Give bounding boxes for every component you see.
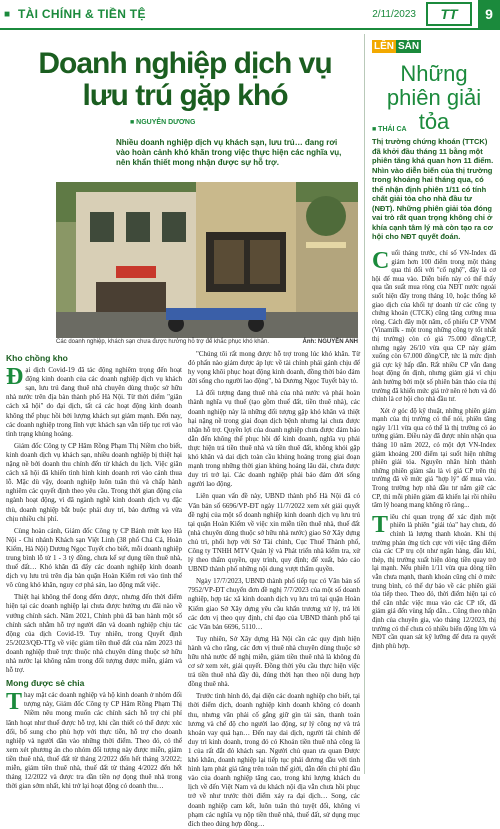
section-bullet-icon: ■ <box>4 8 11 20</box>
page-header <box>0 0 500 30</box>
paragraph: Giám đốc Công ty CP Hâm Rồng Phạm Thị Niềm cho biết, kinh doanh dịch vụ khách sạn, nhiều doanh nghiệp bị thiệt hại nặng nề bởi doanh thu chính đến từ khách du lịch. Việc giãn cách xã hội đã khiến tình hình kinh doanh rơi vào cảnh thua lỗ. Mặc dù vậy, doanh nghiệp luôn tuân thủ và chấp hành nghiêm các quyết định theo yêu cầu. Trong thời gian động của ngành hoạt động, vì đã ngành nghề kinh doanh dịch vụ đặc thù, doanh nghiệp bắt buộc phải duy trì, bảo dưỡng và vừa chịu nhiều chi phí. <box>6 441 182 523</box>
article-column-2 <box>188 350 360 828</box>
side-article-lead: Thị trường chứng khoán (TTCK) đã khởi đầu tháng 11 bằng một phiên tăng khá quan hơn 11 điểm. Nhìn vào diễn biến của thị trường trong khoảng hai tháng qua, có thể nhận định phiên 1/11 có tính chất giải tỏa cho nhà đầu tư (NĐT). Những phiên giải tỏa đóng vai trò rất quan trọng không chỉ ở khía cạnh tâm lý mà còn tạo ra cơ hội cho NĐT quyết đoán. <box>372 137 494 241</box>
paragraph: Tiêu chí quan trọng để xác định một phiên là phiên "giải tỏa" hay chưa, đó chính là lượng thanh khoản. Khi thị trường phản ứng tích cực với việc tăng điểm của các CP trụ cột như ngân hàng, dầu khí, thép, thị trường xuất hiện dòng tiền quay trở lại mạnh. Nếu phiên 1/11 vừa qua dòng tiền vẫn chưa mạnh, thanh khoản cũng chỉ ở mức trung bình, có thể dự báo về các phiên giải tỏa tiếp theo. Theo đó, thời điểm hiện tại có thể cân nhắc việc mua vào các CP tốt, đã giảm giá đến vùng hấp dẫn... Cũng theo nhận định của chuyên gia, vào tháng 12/2023, thị trường có thể chưa có nhiều biến động lớn và NĐT cần quan sát kỹ lưỡng để đưa ra quyết định phù hợp. <box>372 511 496 650</box>
article-title-line1: Doanh nghiệp dịch vụ <box>38 47 332 80</box>
article-lead: Nhiều doanh nghiệp dịch vụ khách sạn, lưu trú… đang rơi vào hoàn cảnh khó khăn trong việc thực hiện các nghĩa vụ, nên khẩn thiết mong nhận được sự hỗ trợ. <box>116 138 342 167</box>
article-title <box>20 48 350 112</box>
paragraph: Tuy nhiên, Sở Xây dựng Hà Nội cần các quy định hiện hành và cho rằng, các đơn vị thuê nhà chuyên dùng thuộc sở hữu nhà nước để nghị miễn, giảm tiền thuê nhà là không đủ cơ sở xem xét, giải quyết. Đồng thời yêu cầu thực hiện việc trả tiền thuê nhà đầy đủ, đúng thời hạn theo nội dung hợp đồng thuê nhà. <box>188 634 360 689</box>
paragraph: Liên quan vấn đề này, UBND thành phố Hà Nội đã có Văn bản số 6696/VP-ĐT ngày 11/7/2022 xem xét giải quyết đề nghị của một số doanh nghiệp kinh doanh dịch vụ lưu trú tại quận Hoàn Kiếm về việc xin miễn tiền thuê nhà, thuế đất (nhà chuyên dùng thuộc sở hữu nhà nước) giao Sở Xây dựng chủ trì, phối hợp với Sở Tài chính, Cục Thuế Thành phố, Công ty TNHH MTV Quản lý và Phát triển nhà kiểm tra, xử lý theo thẩm quyền, quy trình, quy định; để xuất, báo cáo UBND thành phố những nội dung vượt thẩm quyền. <box>188 492 360 574</box>
rubric-part-1: LÊN <box>374 41 394 52</box>
photo-credit: Ảnh: NGUYỄN ANH <box>302 339 358 345</box>
paragraph: Ngày 17/7/2023, UBND thành phố tiếp tục có Văn bản số 7952/VP-ĐT chuyển đơn đề nghị 7/7/2023 của một số doanh nghiệp, hợp tác xã kinh doanh dịch vụ lưu trú tại quận Hoàn Kiếm giao Sở Xây dựng yêu cầu khẩn trương xử lý, trả lời các đơn vị theo quy định, chỉ đạo của UBND thành phố tại các Văn bản 6696, 5110… <box>188 577 360 631</box>
drop-cap: C <box>372 248 390 274</box>
issue-date: 2/11/2023 <box>372 8 416 20</box>
side-article-body <box>372 250 496 774</box>
page-number: 9 <box>478 0 500 29</box>
paragraph: Thiệt hại không thể đong đếm được, nhưng đến thời điểm hiện tại các doanh nghiệp lại chưa được hưởng ưu đãi nào về vướng chính sách. Năm 2021, Chính phủ đã ban hành một số chính sách nhằm hỗ trợ người dân và doanh nghiệp chịu tác động của dịch Covid-19. Tuy nhiên, trong Quyết định 25/2023/QĐ-TTg về việc giảm tiền thuê đất của năm 2023 thì doanh nghiệp thuê trực thuộc nhà chuyên dùng thuộc sở hữu nhà nước lại không nằm trong đối tượng được miễn, giảm và hỗ trợ. <box>6 593 182 675</box>
hotel-street-photo-icon <box>56 182 358 338</box>
subheading-kho-chong-kho: Kho chồng kho <box>6 353 68 363</box>
photo-caption-row <box>56 338 358 345</box>
article-byline: ■ NGUYỄN DƯƠNG <box>130 119 196 126</box>
drop-cap: Đ <box>6 364 24 391</box>
side-article-title: Những phiên giải tỏa <box>386 61 482 134</box>
side-article-byline: ■ THÁI CA <box>372 126 407 133</box>
paragraph: Là đối tượng đang thuê nhà của nhà nước và phải hoàn thành nghĩa vụ thuế (tạo gồm thuế đất, tiền thuê nhà), các doanh nghiệp này là những đối tượng gặp khó khăn và thiệt hại nặng nề trong giai đoạn dịch bệnh nhưng lại chưa được nhận hỗ trợ. Quyền lợi của doanh nghiệp chưa được đảm bảo dẫn đến không thể phục hồi để kinh doanh, nghĩa vụ phải thực hiện trả tiền thuê nhà và tiền thuê đất, không khỏi gặp khó khăn và dai dịch toàn cầu khủng hoảng trong giai đoạn mạnh trong những thời gian khủng hoảng lâu dài, chưa được duy trì trở lại. Các doanh nghiệp phải bảo đảm đời sống người lao động. <box>188 389 360 489</box>
paragraph: Thay mặt các doanh nghiệp và hộ kinh doanh ở nhóm đối tượng này, Giám đốc Công ty CP Hâm Rồng Phạm Thị Niềm nêu mong muốn các chính sách hỗ trợ chi phí lãnh hoạt như thuế được hỗ trợ, khi cần thiết có thể được xúc đổi, bổ sung cho phù hợp với thực tiễn, hỗ trợ cho doanh nghiệp và người dân vào những thời điểm. Theo đó, có thể xem xét phương án cho nhóm đối tượng này được miễn, giảm tiền thuê nhà, thuế đất từ tháng 2/2022 đến hết tháng 3/2022; miễn, giảm tiền thuê nhà, thuế đất từ tháng 4/2022 đến hết tháng 12/2022 và được tra dần tiền nợ đọng thuê nhà trong thời gian sớm nhất, khi trở lại hoạt động có doanh thu… <box>6 689 182 791</box>
paragraph: "Chúng tôi rất mong được hỗ trợ trong lúc khó khăn. Từ đó phấn nào giảm được áp lực về tài chính phải gánh chịu để hy vọng khôi phục hoạt động kinh doanh, đồng thời bảo đảm đời sống cho người lao động", bà Dương Ngọc Tuyết bày tỏ. <box>188 350 360 386</box>
drop-cap: T <box>372 511 389 538</box>
paragraph: Trước tình hình đó, đại diện các doanh nghiệp cho biết, tại thời điểm dịch, doanh nghiệp kinh doanh không có doanh thu, nhưng văn phải cố gắng giữ gìn tài sản, thanh toán lương và chế độ cho người lao động, sự lý công nợ và trả khoản vay quá hạn… Đến nay dai dịch, người tài chính để duy trì kinh doanh, trong đó có Khoản tiền thuê nhà công là 1 của rất đắt đỏ khách sạn. Người chủ quan ưa quan Được khó khăn, doanh nghiệp lại tiếp tục phải đương đầu với tình hình lạm phát giá tăng trên toàn thế giới, dẫn đến chi phí đầu vào của doanh nghiệp tăng cao, trong khi lượng khách du lịch về đến Việt Nam và du khách nội địa vẫn chưa hồi phục trở về như trước thời điểm xảy ra đại dịch… Song, các doanh nghiệp cam kết, luôn tuân thủ tuyệt đối, không vi phạm các nghĩa vụ nộp tiền thuê nhà, thuế đất, sử dụng mục đích theo đúng hợp đồng… <box>188 692 360 828</box>
section-title: TÀI CHÍNH & TIỀN TỆ <box>18 7 146 21</box>
paragraph: Xét ở góc độ kỹ thuật, những phiên giảm mạnh của thị trường có thể nói, phiên tăng ngày 1/11 vừa qua có thể là thị trường có ảo tưởng giảm. Điều này đã được nhìn nhận qua tháng 10 năm 2022, có một đợt VN-Index giảm khoảng 200 điểm tại suốt hiện những phiên giải tỏa. Nguyên nhân hình thành những phiên giảm sâu là vì giá CP trên thị trường đã về mức giá "hợp lý" để mua vào. Trong trường hợp nhà đầu tư nắm giữ các CP, thì mỗi phiên giảm đã khiến lại rồi nhiều tâm lý hoang mang không rõ ràng... <box>372 407 496 510</box>
article-photo <box>56 182 358 338</box>
photo-caption: Các doanh nghiệp, khách sạn chưa được hưởng hỗ trợ để khắc phục khó khăn. <box>56 339 269 345</box>
newspaper-logo: TT <box>426 2 472 26</box>
article-title-line2: lưu trú gặp khó <box>82 79 288 112</box>
rubric-part-2: SÀN <box>398 41 420 52</box>
rubric-len-san <box>372 40 421 53</box>
paragraph: Đại dịch Covid-19 đã tác động nghiêm trọng đến hoạt động kinh doanh của các doanh nghiệp dịch vụ khách sạn, lưu trú đang thuê nhà chuyên dùng thuộc sở hữu nhà nước trên địa bàn thành phố Hà Nội. Từ thời điểm "giãn cách xã hội" do đại dịch, tất cả các hoạt động kinh doanh không thể phục hồi bởi lượng khách sụt giảm mạnh. Đến nay, các doanh nghiệp trong lĩnh vực khách sạn vẫn tiếp tục rơi vào tình trạng khủng hoảng. <box>6 364 182 438</box>
subheading-mong-duoc-se-chia: Mong được sẻ chia <box>6 678 85 689</box>
paragraph: Cuối tháng trước, chỉ số VN-Index đã giảm hơn 100 điểm trong một tháng qua thì đối với "cổ nghệ", đây là cơ hội để mua vào. Diễn biến này có thể thấy qua tần suất mua ròng của NĐT nước ngoài suốt hiện đây trong tháng 10, hoặc thống kê giao dịch của khối tự doanh từ các công ty chứng khoán (CTCK) cũng tăng cường mua ròng. Cách đây một năm, cổ phiếu CP VNM (Vinamilk - một trong những công ty tốt nhất thị trường) còn có giá 75.000 đồng/CP, nhưng ngày 26/10 vừa qua CP này giảm xuống còn 67.000 đồng/CP, tức là mức định giá cực kỳ hấp dẫn. Rất nhiều CP vẫn đang hoạt động ổn định, nhưng giảm giá vì chịu ảnh hưởng bởi một số phiên bán tháo của thị trường đã khiến mức giá trở nên rẻ hơn và đó chính là cơ hội cho nhà đầu tư. <box>372 248 496 404</box>
column-divider <box>364 34 365 774</box>
article-column-1 <box>6 350 182 791</box>
paragraph: Cùng hoàn cảnh, Giám đốc Công ty CP Bánh mứt kẹo Hà Nội - Chi nhánh Khách sạn Việt Linh (38 phố Chả Cá, Hoàn Kiếm, Hà Nội) Dương Ngọc Tuyết cho biết, mỗi doanh nghiệp trung bình lỗ từ 1 - 3 tỷ đồng, chưa kể sự dụng tiền thuê nhà, thuế đất… Khó khăn đã đẩy các doanh nghiệp kinh doanh dịch vụ lưu trú trên địa bàn quận Hoàn Kiếm rơi vào tình thế vô cùng khó khăn, nguy cơ phá sản, lao động mất việc. <box>6 526 182 590</box>
drop-cap: T <box>6 689 23 716</box>
